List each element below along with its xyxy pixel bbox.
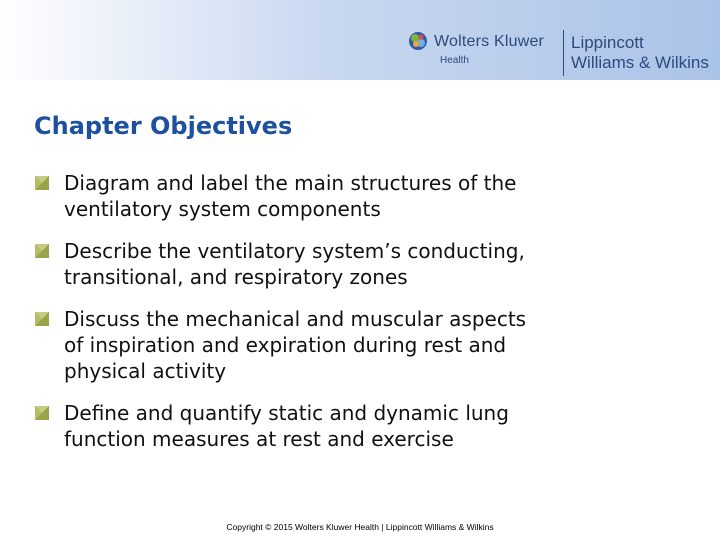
objective-text-line: function measures at rest and exercise [64,427,454,451]
globe-logo-icon [408,31,428,51]
publisher-logo [406,28,716,80]
objective-text-line: Describe the ventilatory system’s conducting, [64,239,525,263]
objective-text-line: ventilatory system components [64,197,381,221]
copyright-footer: Copyright © 2015 Wolters Kluwer Health | Lippincott Williams & Wilkins [226,522,494,532]
objective-item-3 [34,306,674,384]
objective-item-2 [34,238,674,290]
objective-text-line: Diagram and label the main structures of the [64,171,517,195]
diamond-bullet-icon [34,405,50,421]
brand-name: Wolters Kluwer [434,33,545,50]
diamond-bullet-icon [34,311,50,327]
objectives-list [34,170,674,452]
brand-sub: Health [440,55,469,66]
objective-item-1 [34,170,674,222]
objective-text-line: Define and quantify static and dynamic lung [64,401,509,425]
objective-text-line: transitional, and respiratory zones [64,265,408,289]
diamond-bullet-icon [34,175,50,191]
publisher-line-1: Lippincott [571,33,644,52]
objective-text-line: Discuss the mechanical and muscular aspects [64,307,527,331]
logo-divider [563,30,564,76]
diamond-bullet-icon [34,243,50,259]
publisher-line-2: Williams & Wilkins [571,53,709,72]
objective-text-line: of inspiration and expiration during rest and [64,333,507,357]
objective-text-line: physical activity [64,359,227,383]
slide-title: Chapter Objectives [34,112,293,140]
objective-item-4 [34,400,674,452]
